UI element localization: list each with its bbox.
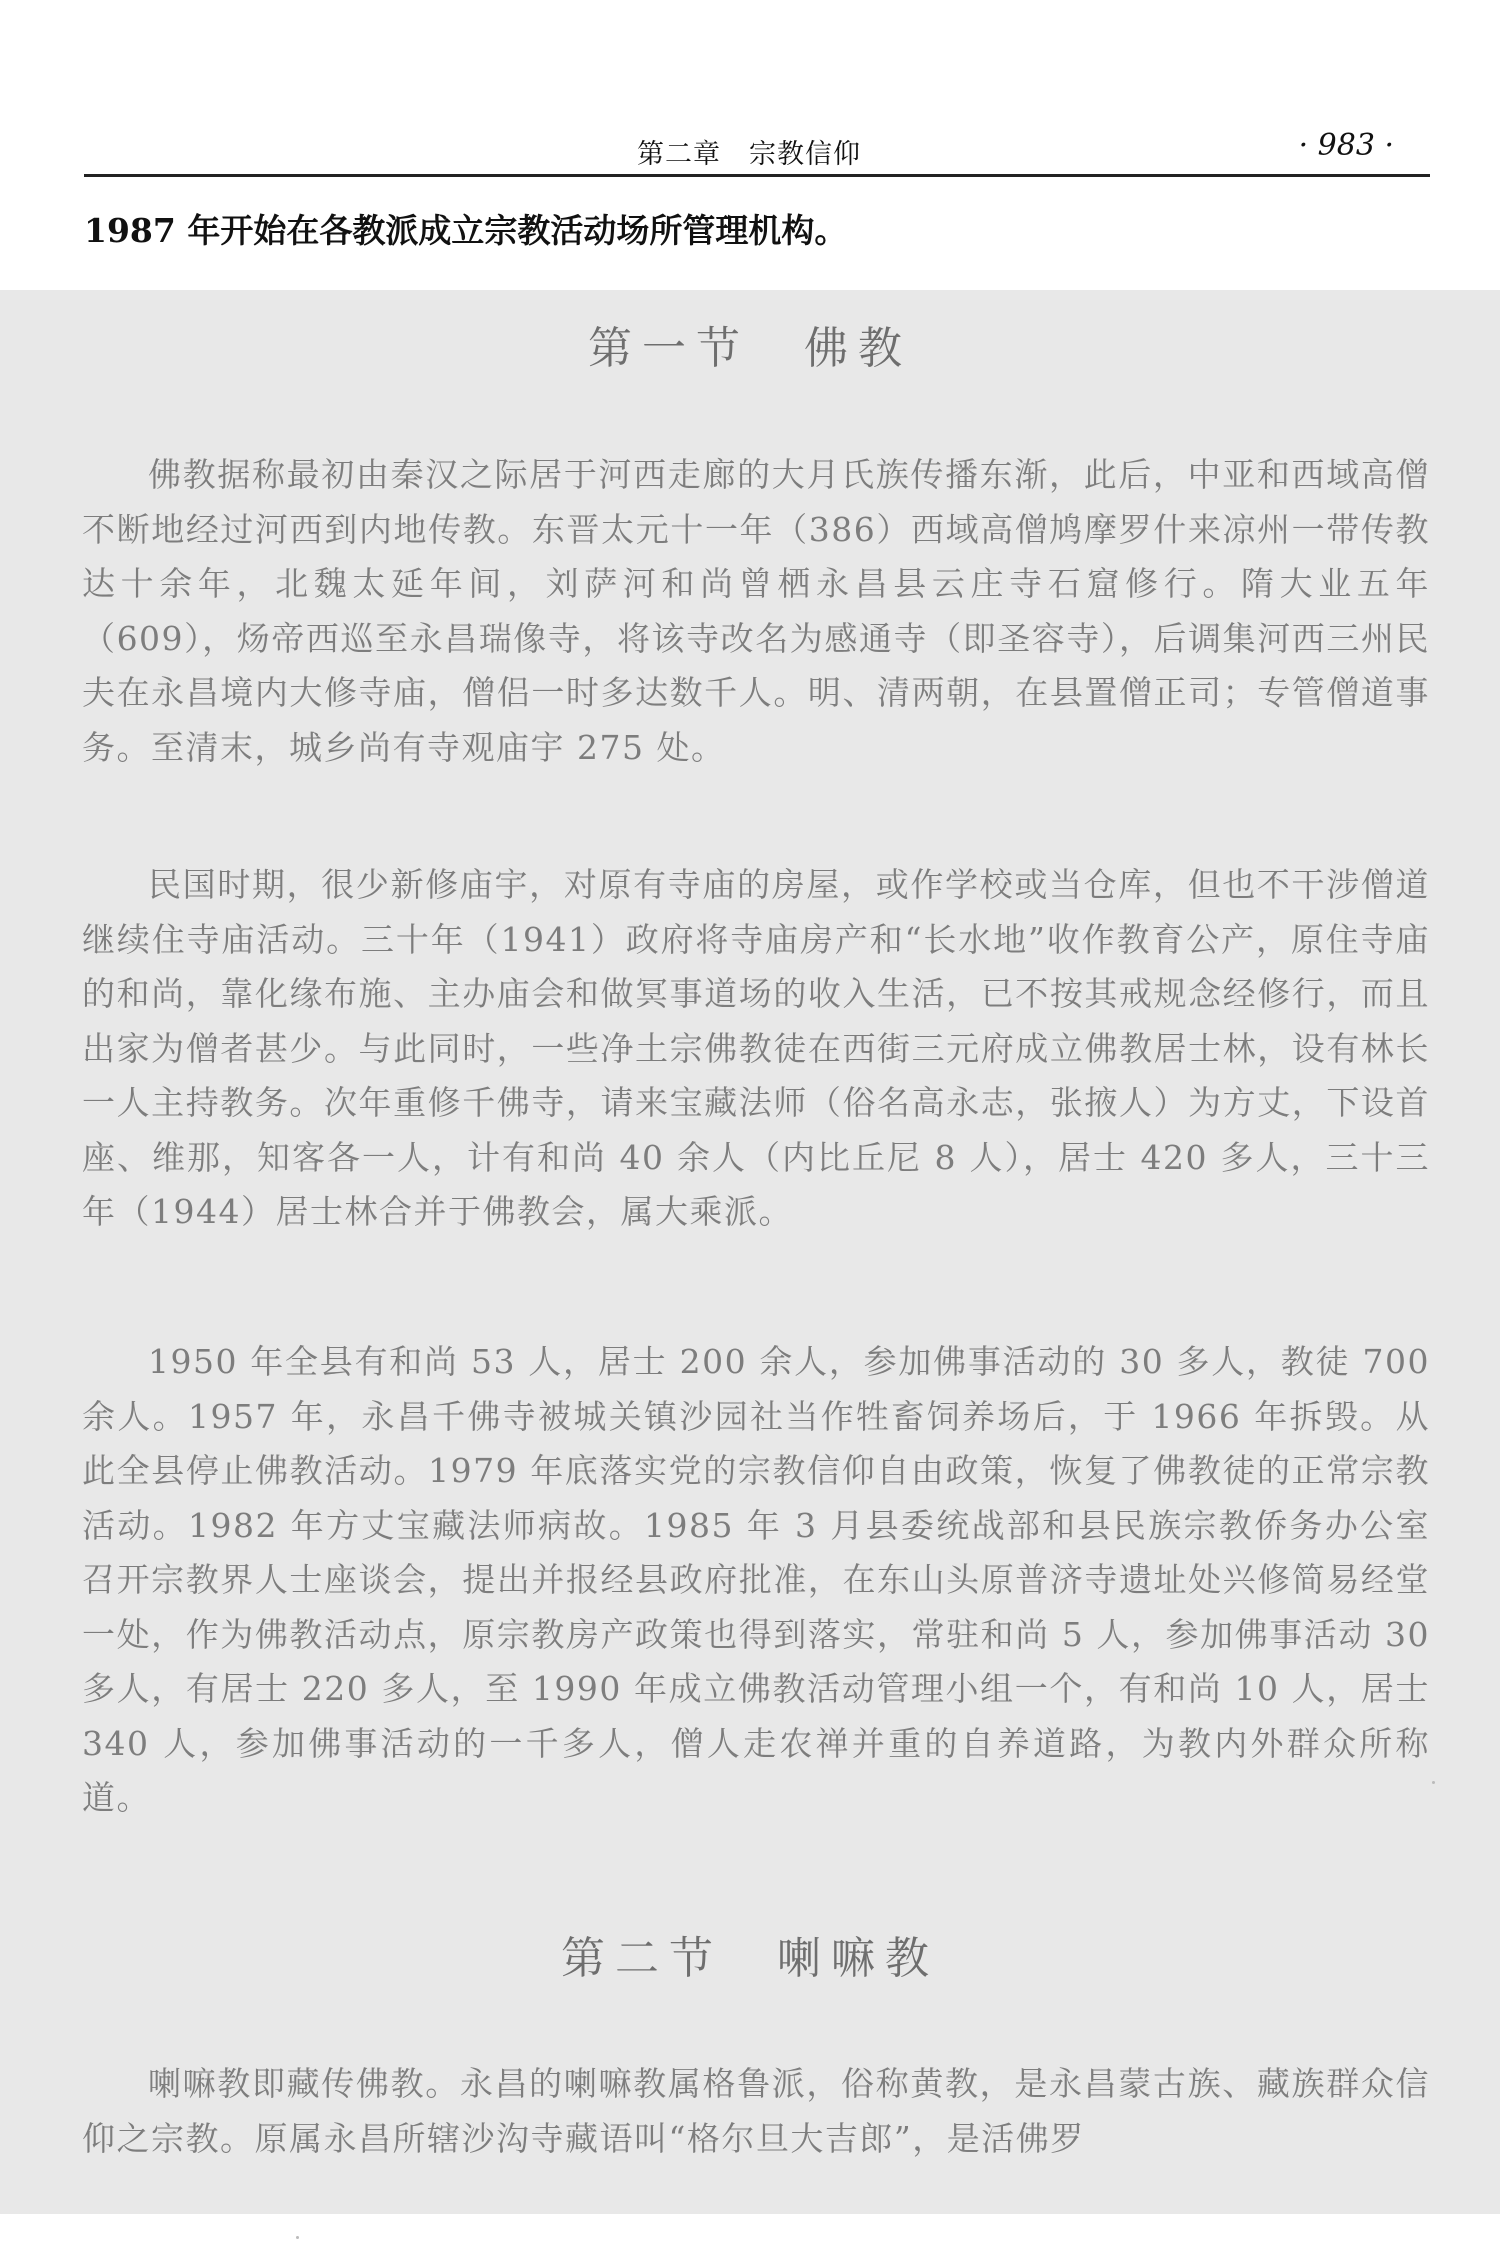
paragraph-republican-period: 民国时期，很少新修庙宇，对原有寺庙的房屋，或作学校或当仓库，但也不干涉僧道继续住寺庙活动。三十年（1941）政府将寺庙房产和“长水地”收作教育公产，原住寺庙的和尚，靠化缘布施、主办庙会和做冥事道场的收入生活，已不按其戒规念经修行，而且出家为僧者甚少。与此同时，一些净土宗佛教徒在西街三元府成立佛教居士林，设有林长一人主持教务。次年重修千佛寺，请来宝藏法师（俗名高永志，张掖人）为方丈，下设首座、维那，知客各一人，计有和尚 40 余人（内比丘尼 8 人），居士 420 多人，三十三年（1944）居士林合并于佛教会，属大乘派。	[82, 865, 1430, 1231]
section-heading-lamaism: 第二节 喇嘛教	[561, 1933, 939, 1984]
section-heading-buddhism: 第一节 佛教	[588, 323, 912, 374]
paragraph-modern-period: 1950 年全县有和尚 53 人，居士 200 余人，参加佛事活动的 30 多人，教徒 700 余人。1957 年，永昌千佛寺被城关镇沙园社当作牲畜饲养场后，于 1966 年拆毁。从此全县停止佛教活动。1979 年底落实党的宗教信仰自由政策，恢复了佛教徒的正常宗教活动。1982 年方丈宝藏法师病故。1985 年 3 月县委统战部和县民族宗教侨务办公室召开宗教界人士座谈会，提出并报经县政府批准，在东山头原普济寺遗址处兴修简易经堂一处，作为佛教活动点，原宗教房产政策也得到落实，常驻和尚 5 人，参加佛事活动 30 多人，有居士 220 多人，至 1990 年成立佛教活动管理小组一个，有和尚 10 人，居士 340 人，参加佛事活动的一千多人，僧人走农禅并重的自养道路，为教内外群众所称道。	[82, 1342, 1430, 1817]
paragraph-lamaism-intro: 喇嘛教即藏传佛教。永昌的喇嘛教属格鲁派，俗称黄教，是永昌蒙古族、藏族群众信仰之宗教。原属永昌所辖沙沟寺藏语叫“格尔旦大吉郎”，是活佛罗	[82, 2064, 1430, 2158]
scan-speck	[1432, 1781, 1435, 1784]
page-header	[84, 118, 1430, 178]
chapter-title: 第二章 宗教信仰	[637, 139, 861, 170]
scan-speck	[296, 2236, 299, 2239]
paragraph-buddhism-history: 佛教据称最初由秦汉之际居于河西走廊的大月氏族传播东渐，此后，中亚和西域高僧不断地经过河西到内地传教。东晋太元十一年（386）西域高僧鸠摩罗什来凉州一带传教达十余年，北魏太延年间，刘萨河和尚曾栖永昌县云庄寺石窟修行。隋大业五年（609），炀帝西巡至永昌瑞像寺，将该寺改名为感通寺（即圣容寺），后调集河西三州民夫在永昌境内大修寺庙，僧侣一时多达数千人。明、清两朝，在县置僧正司；专管僧道事务。至清末，城乡尚有寺观庙宇 275 处。	[82, 455, 1430, 767]
header-rule	[84, 174, 1430, 177]
lead-paragraph: 1987 年开始在各教派成立宗教活动场所管理机构。	[84, 211, 848, 250]
page-number: · 983 ·	[1298, 128, 1394, 163]
